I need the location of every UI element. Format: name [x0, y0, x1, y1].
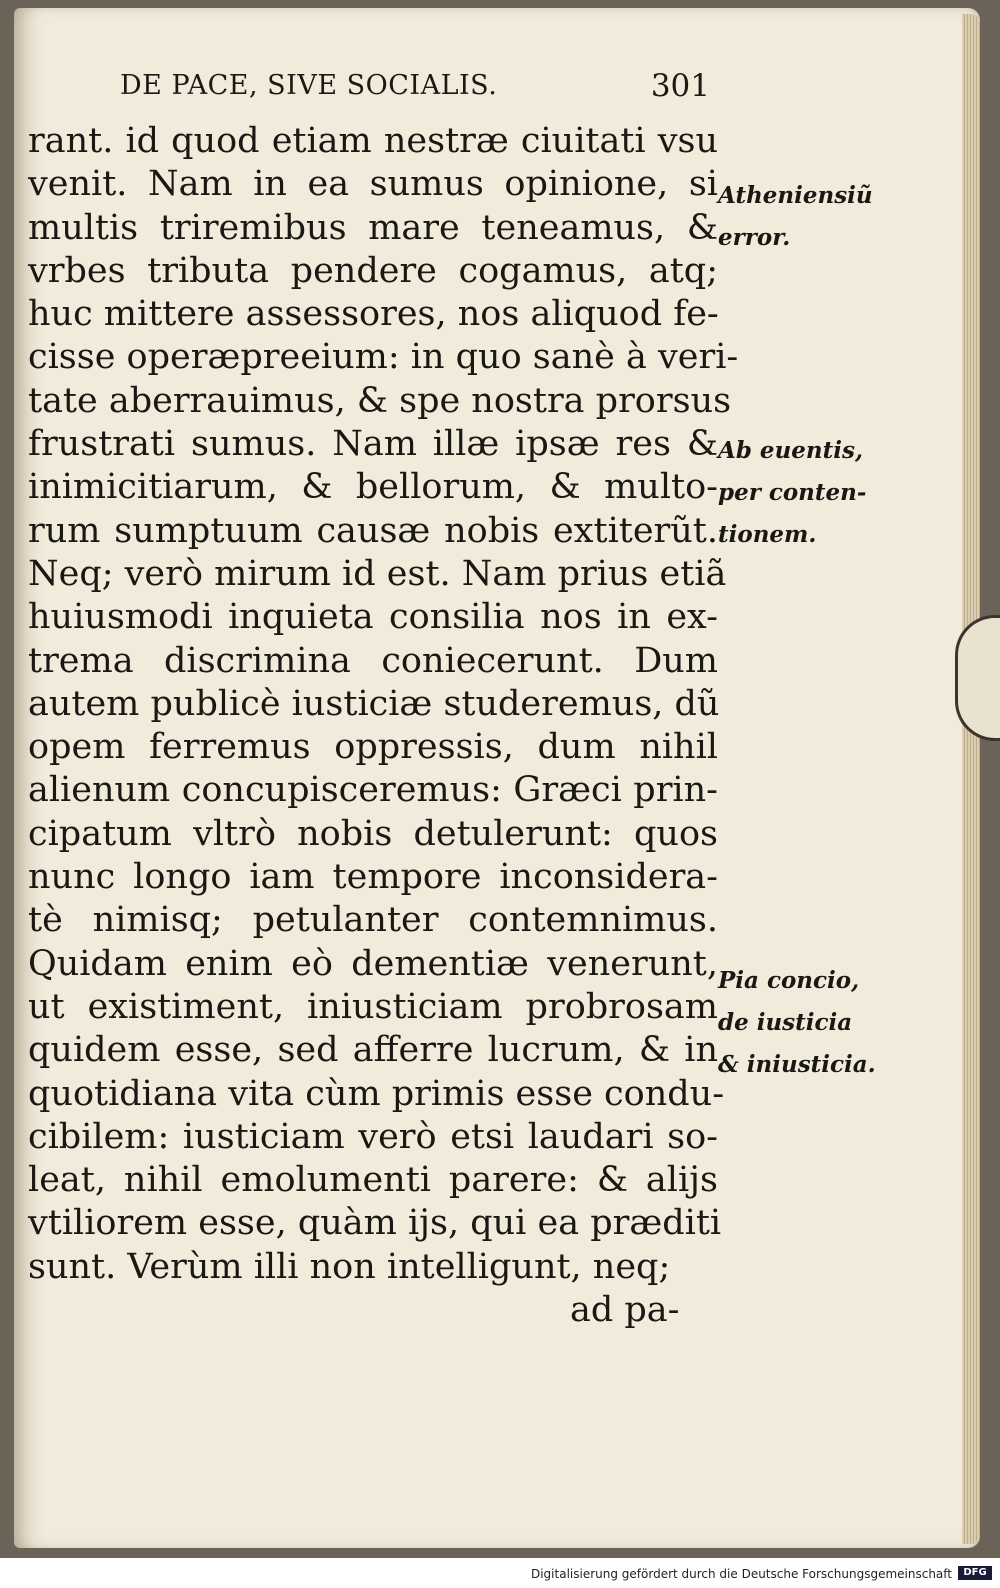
- text-line: quidem esse, sed afferre lucrum, & in: [28, 1030, 718, 1071]
- margin-note-line: error.: [718, 224, 791, 251]
- text-line: huiusmodi inquieta consilia nos in ex-: [28, 597, 718, 638]
- margin-note-athenian-error: [718, 175, 873, 259]
- text-line: inimicitiarum, & bellorum, & multo-: [28, 467, 718, 508]
- text-line: quotidiana vita cùm primis esse condu-: [28, 1073, 725, 1114]
- margin-note-line: Ab euentis,: [718, 437, 863, 464]
- page-edge: [962, 14, 980, 1544]
- dfg-logo: DFG: [958, 1566, 992, 1580]
- text-line: rum sumptuum causæ nobis extiterũt.: [28, 510, 718, 551]
- text-line: alienum concupisceremus: Græci prin-: [28, 770, 718, 811]
- text-line: Neq; verò mirum id est. Nam prius etiã: [28, 553, 727, 594]
- text-line: ut existiment, iniusticiam probrosam: [28, 986, 718, 1027]
- text-line: cibilem: iusticiam verò etsi laudari so-: [28, 1116, 718, 1157]
- margin-note-line: & iniusticia.: [718, 1051, 876, 1078]
- body-text: [28, 120, 739, 1289]
- page-number: 301: [650, 68, 710, 104]
- text-line: frustrati sumus. Nam illæ ipsæ res &: [28, 424, 718, 465]
- margin-note-pia-concio: [718, 960, 876, 1086]
- margin-note-line: tionem.: [718, 521, 817, 548]
- margin-note-line: de iusticia: [718, 1009, 853, 1036]
- book-clasp: [955, 615, 1000, 741]
- footer-credit: Digitalisierung gefördert durch die Deutsche Forschungsgemeinschaft: [530, 1567, 952, 1581]
- text-line: leat, nihil emolumenti parere: & alijs: [28, 1160, 718, 1201]
- text-line: venit. Nam in ea sumus opinione, si: [28, 164, 718, 205]
- text-line: multis triremibus mare teneamus, &: [28, 207, 718, 248]
- margin-note-line: Atheniensiũ: [718, 182, 873, 209]
- text-line: vtiliorem esse, quàm ijs, qui ea præditi: [28, 1203, 722, 1244]
- text-line: autem publicè iusticiæ studeremus, dũ: [28, 683, 720, 724]
- text-line: cisse operæpreeium: in quo sanè à veri-: [28, 337, 739, 378]
- page-header: [120, 70, 710, 110]
- text-line: rant. id quod etiam nestræ ciuitati vsu: [28, 121, 718, 161]
- running-title: DE PACE, SIVE SOCIALIS.: [120, 70, 498, 101]
- catchword: ad pa-: [570, 1290, 680, 1330]
- text-line: tate aberrauimus, & spe nostra prorsus: [28, 380, 732, 421]
- text-line: Quidam enim eò dementiæ venerunt,: [28, 943, 718, 984]
- text-line: cipatum vltrò nobis detulerunt: quos: [28, 813, 718, 854]
- text-line: tè nimisq; petulanter contemnimus.: [28, 900, 718, 941]
- text-line: huc mittere assessores, nos aliquod fe-: [28, 294, 719, 335]
- text-line: nunc longo iam tempore inconsidera-: [28, 857, 718, 898]
- margin-note-line: Pia concio,: [718, 967, 860, 994]
- text-line: trema discrimina coniecerunt. Dum: [28, 640, 718, 681]
- margin-note-line: per conten-: [718, 479, 867, 506]
- margin-note-ab-euentis: [718, 430, 866, 556]
- text-line: vrbes tributa pendere cogamus, atq;: [28, 250, 718, 291]
- text-line: sunt. Verùm illi non intelligunt, neq;: [28, 1246, 671, 1287]
- text-line: opem ferremus oppressis, dum nihil: [28, 727, 718, 768]
- digitization-footer: [0, 1558, 1000, 1588]
